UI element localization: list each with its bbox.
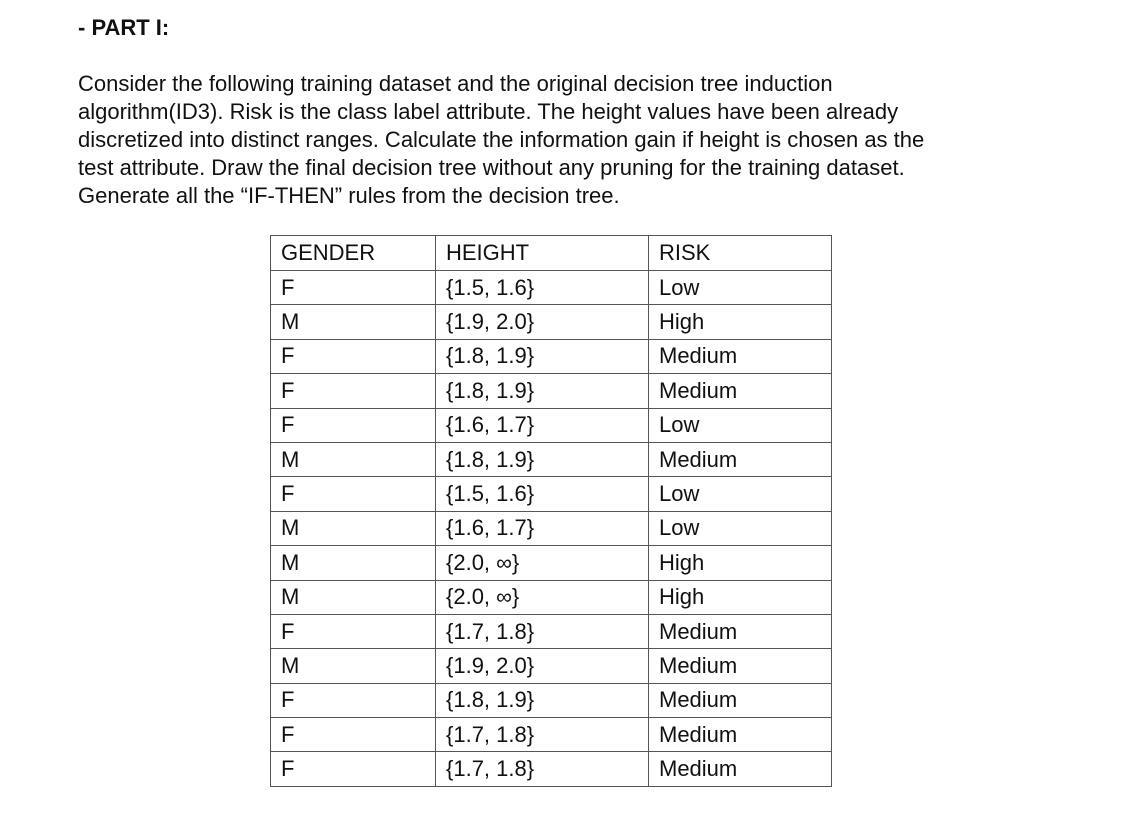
cell-risk: Low [649, 511, 832, 545]
header-height: HEIGHT [436, 236, 649, 271]
cell-risk: High [649, 305, 832, 339]
cell-risk: Low [649, 408, 832, 442]
cell-risk: Medium [649, 718, 832, 752]
table-row [271, 580, 832, 614]
paragraph-line: Generate all the “IF-THEN” rules from the decision tree. [78, 183, 620, 208]
table-row [271, 511, 832, 545]
part-heading: - PART I: [78, 15, 170, 40]
cell-height: {1.7, 1.8} [436, 614, 649, 648]
cell-gender: M [271, 649, 436, 683]
cell-height: {1.8, 1.9} [436, 683, 649, 717]
table-row [271, 683, 832, 717]
cell-height: {1.6, 1.7} [436, 511, 649, 545]
cell-gender: F [271, 271, 436, 305]
table-row [271, 546, 832, 580]
paragraph-line: test attribute. Draw the final decision tree without any pruning for the training dataset. [78, 155, 905, 180]
table-row [271, 752, 832, 786]
table-header-row [271, 236, 832, 271]
cell-gender: F [271, 339, 436, 373]
cell-gender: F [271, 374, 436, 408]
table-row [271, 477, 832, 511]
cell-risk: Medium [649, 683, 832, 717]
cell-height: {1.6, 1.7} [436, 408, 649, 442]
table-row [271, 305, 832, 339]
cell-height: {2.0, ∞} [436, 546, 649, 580]
cell-height: {1.7, 1.8} [436, 718, 649, 752]
paragraph-line: discretized into distinct ranges. Calculate the information gain if height is chosen as the [78, 127, 925, 152]
table-row [271, 339, 832, 373]
table-row [271, 649, 832, 683]
table-row [271, 374, 832, 408]
cell-height: {1.9, 2.0} [436, 305, 649, 339]
cell-height: {1.5, 1.6} [436, 271, 649, 305]
training-dataset-table [270, 235, 832, 787]
table-row [271, 614, 832, 648]
paragraph-line: algorithm(ID3). Risk is the class label attribute. The height values have been already [78, 99, 899, 124]
cell-gender: M [271, 442, 436, 476]
instructions-paragraph [78, 70, 1088, 210]
table-row [271, 442, 832, 476]
cell-height: {2.0, ∞} [436, 580, 649, 614]
table-row [271, 271, 832, 305]
cell-height: {1.8, 1.9} [436, 374, 649, 408]
cell-risk: Medium [649, 752, 832, 786]
cell-gender: F [271, 614, 436, 648]
cell-risk: Medium [649, 339, 832, 373]
cell-gender: M [271, 305, 436, 339]
cell-height: {1.8, 1.9} [436, 442, 649, 476]
cell-height: {1.8, 1.9} [436, 339, 649, 373]
cell-risk: Low [649, 271, 832, 305]
cell-risk: Medium [649, 614, 832, 648]
cell-gender: M [271, 511, 436, 545]
cell-risk: Medium [649, 649, 832, 683]
cell-risk: High [649, 580, 832, 614]
table-row [271, 408, 832, 442]
cell-gender: F [271, 477, 436, 511]
paragraph-line: Consider the following training dataset and the original decision tree induction [78, 71, 833, 96]
cell-height: {1.7, 1.8} [436, 752, 649, 786]
cell-gender: M [271, 546, 436, 580]
header-gender: GENDER [271, 236, 436, 271]
table-row [271, 718, 832, 752]
cell-gender: F [271, 752, 436, 786]
cell-gender: F [271, 718, 436, 752]
cell-height: {1.5, 1.6} [436, 477, 649, 511]
cell-risk: Medium [649, 374, 832, 408]
cell-gender: M [271, 580, 436, 614]
cell-risk: High [649, 546, 832, 580]
cell-gender: F [271, 408, 436, 442]
cell-height: {1.9, 2.0} [436, 649, 649, 683]
header-risk: RISK [649, 236, 832, 271]
cell-gender: F [271, 683, 436, 717]
cell-risk: Low [649, 477, 832, 511]
cell-risk: Medium [649, 442, 832, 476]
